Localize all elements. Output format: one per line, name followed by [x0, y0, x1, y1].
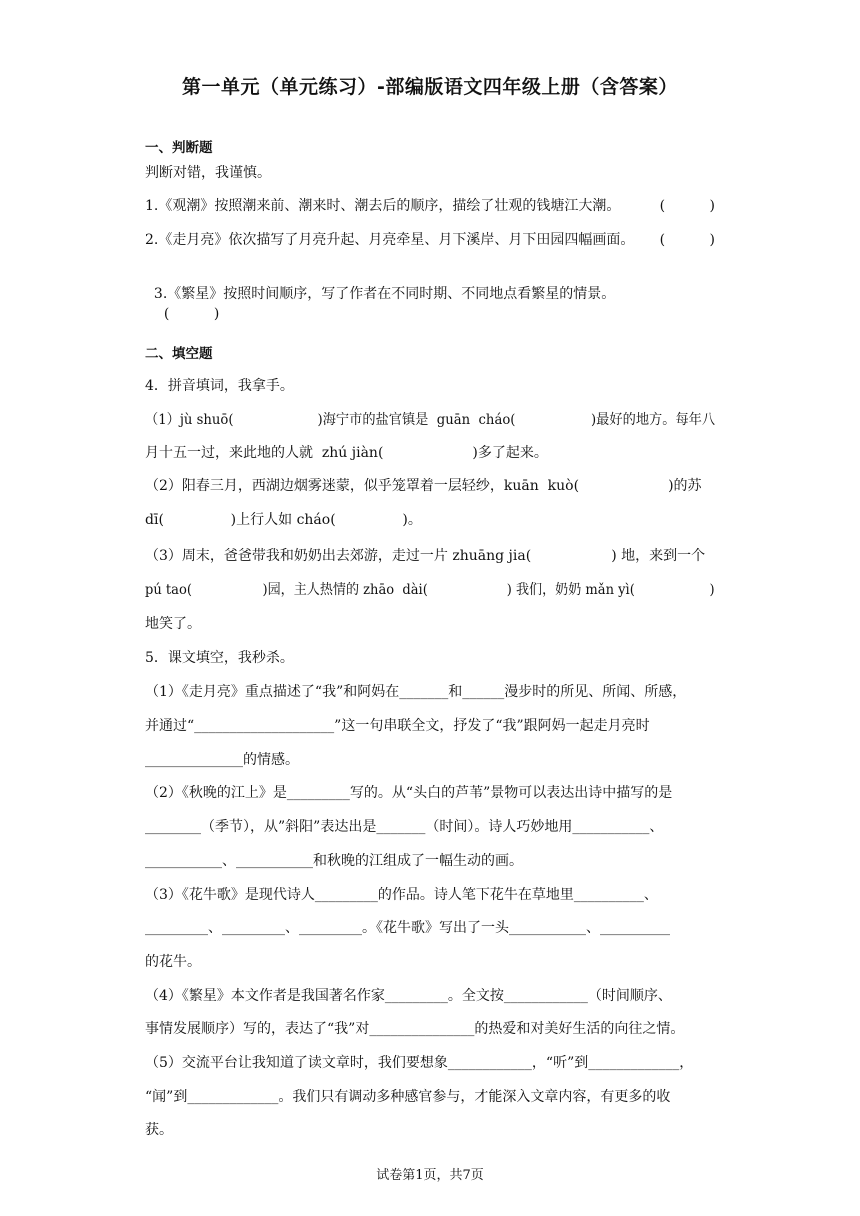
q4-line: （3）周末，爸爸带我和奶奶出去郊游，走过一片 zhuāng jia( ) 地，来到一个 [145, 548, 706, 564]
section-instruction: 判断对错，我谨慎。 [145, 165, 271, 181]
q5-line: ______________的情感。 [145, 752, 299, 768]
judgement-question-1 [145, 196, 715, 216]
q4-line: pú tao( )园，主人热情的 zhāo dài( ) 我们，奶奶 mǎn yì( ) [145, 582, 715, 598]
answer-blank[interactable]: ( ) [659, 232, 715, 248]
q5-line: 并通过“____________________”这一句串联全文，抒发了“我”跟阿妈一起走月亮时 [145, 718, 650, 734]
q4-line: （1）jù shuō( )海宁市的盐官镇是 guān cháo( )最好的地方。每年八 [145, 412, 716, 428]
page-footer: 试卷第1页，共7页 [376, 1168, 484, 1183]
section-heading-fill: 二、填空题 [145, 346, 213, 362]
q4-line: 月十五一过，来此地的人就 zhú jiàn( )多了起来。 [145, 445, 548, 461]
section-heading-judgement: 一、判断题 [145, 140, 213, 156]
q5-line: _________、_________、_________。《花牛歌》写出了一头___________、__________ [145, 920, 670, 936]
answer-blank[interactable]: ( ) [163, 306, 220, 322]
q5-line: （1）《走月亮》重点描述了“我”和阿妈在_______和______漫步时的所见、所闻、所感， [145, 684, 687, 700]
q5-line: 事情发展顺序）写的，表达了“我”对_______________的热爱和对美好生活的向往之情。 [145, 1021, 685, 1037]
judgement-question-3 [145, 264, 715, 324]
q4-line: dī( )上行人如 cháo( )。 [145, 512, 422, 528]
q5-line: 获。 [145, 1122, 173, 1138]
question-text: 1.《观潮》按照潮来前、潮来时、潮去后的顺序，描绘了壮观的钱塘江大潮。 [145, 198, 621, 214]
judgement-question-2 [145, 230, 715, 250]
q5-line: 的花牛。 [145, 954, 201, 970]
question-text: 2.《走月亮》依次描写了月亮升起、月亮牵星、月下溪岸、月下田园四幅画面。 [145, 232, 635, 248]
q4-line: （2）阳春三月，西湖边烟雾迷蒙，似乎笼罩着一层轻纱，kuān kuò( )的苏 [145, 478, 702, 494]
q5-line: （3）《花牛歌》是现代诗人_________的作品。诗人笔下花牛在草地里__________、 [145, 887, 658, 903]
q5-line: （4）《繁星》本文作者是我国著名作家_________。全文按____________（时间顺序、 [145, 988, 672, 1004]
q5-line: ________（季节），从”斜阳”表达出是_______（时间）。诗人巧妙地用___________、 [145, 819, 664, 835]
question-text: 3.《繁星》按照时间顺序，写了作者在不同时期、不同地点看繁星的情景。 [153, 286, 616, 302]
page-title: 第一单元（单元练习）-部编版语文四年级上册（含答案） [182, 76, 678, 98]
question-5-prompt: 5．课文填空，我秒杀。 [145, 650, 294, 666]
answer-blank[interactable]: ( ) [659, 198, 715, 214]
q5-line: （5）交流平台让我知道了读文章时，我们要想象____________，“听”到_____________， [145, 1055, 694, 1071]
question-4-prompt: 4．拼音填词，我拿手。 [145, 378, 294, 394]
q5-line: “闻”到_____________。我们只有调动多种感官参与，才能深入文章内容，有更多的收 [145, 1089, 671, 1105]
q5-line: ___________、___________和秋晚的江组成了一幅生动的画。 [145, 853, 523, 869]
q4-line: 地笑了。 [145, 616, 201, 632]
q5-line: （2）《秋晚的江上》是_________写的。从“头白的芦苇”景物可以表达出诗中描写的是 [145, 785, 673, 801]
